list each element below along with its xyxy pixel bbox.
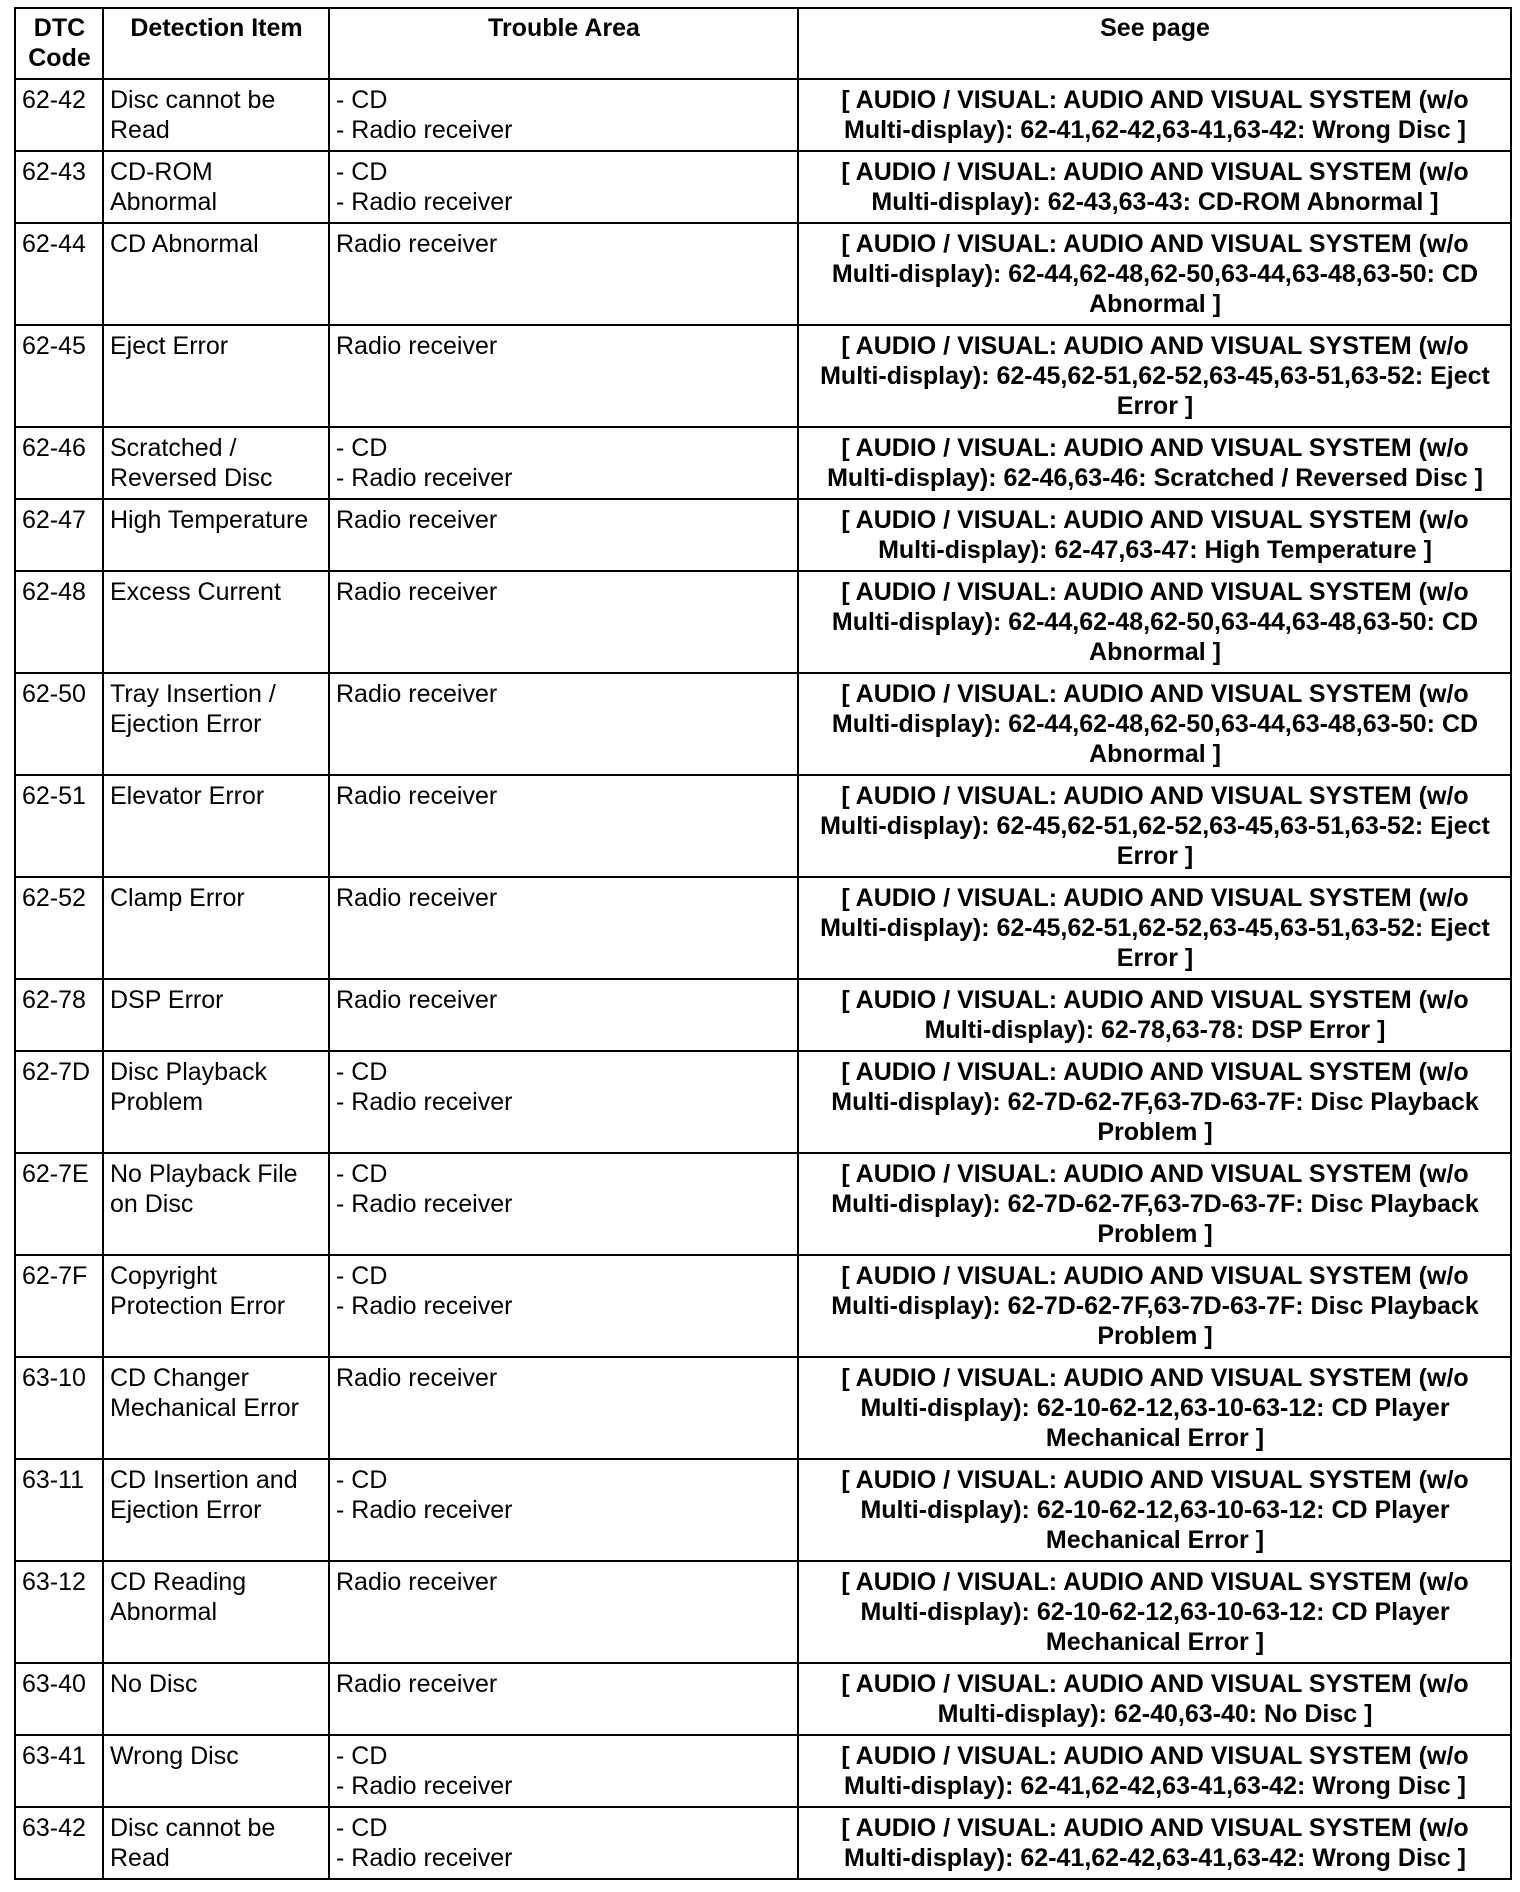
header-detection-item: Detection Item — [103, 8, 329, 79]
detection-item-cell: CD Reading Abnormal — [103, 1561, 329, 1663]
table-row — [15, 325, 1511, 427]
table-row — [15, 151, 1511, 223]
dtc-table — [14, 7, 1512, 1880]
table-row — [15, 775, 1511, 877]
see-page-cell: [ AUDIO / VISUAL: AUDIO AND VISUAL SYSTEM (w/o Multi-display): 62-7D-62-7F,63-7D-63-7F: Disc Playback Problem ] — [798, 1051, 1511, 1153]
trouble-area-cell: Radio receiver — [329, 499, 798, 571]
header-dtc-code: DTC Code — [15, 8, 103, 79]
table-row — [15, 1255, 1511, 1357]
dtc-code-cell: 62-50 — [15, 673, 103, 775]
table-row — [15, 427, 1511, 499]
table-body — [15, 79, 1511, 1879]
detection-item-cell: Tray Insertion / Ejection Error — [103, 673, 329, 775]
dtc-code-cell: 63-11 — [15, 1459, 103, 1561]
see-page-cell: [ AUDIO / VISUAL: AUDIO AND VISUAL SYSTEM (w/o Multi-display): 62-40,63-40: No Disc ] — [798, 1663, 1511, 1735]
see-page-cell: [ AUDIO / VISUAL: AUDIO AND VISUAL SYSTEM (w/o Multi-display): 62-7D-62-7F,63-7D-63-7F: Disc Playback Problem ] — [798, 1153, 1511, 1255]
detection-item-cell: High Temperature — [103, 499, 329, 571]
dtc-code-cell: 62-47 — [15, 499, 103, 571]
see-page-cell: [ AUDIO / VISUAL: AUDIO AND VISUAL SYSTEM (w/o Multi-display): 62-44,62-48,62-50,63-44,63-48,63-50: CD Abnormal ] — [798, 223, 1511, 325]
trouble-area-cell: - CD - Radio receiver — [329, 151, 798, 223]
trouble-area-cell: Radio receiver — [329, 1561, 798, 1663]
table-row — [15, 1051, 1511, 1153]
trouble-area-cell: Radio receiver — [329, 325, 798, 427]
trouble-area-cell: - CD - Radio receiver — [329, 1051, 798, 1153]
detection-item-cell: Disc Playback Problem — [103, 1051, 329, 1153]
detection-item-cell: Wrong Disc — [103, 1735, 329, 1807]
dtc-code-cell: 63-10 — [15, 1357, 103, 1459]
table-row — [15, 877, 1511, 979]
dtc-code-cell: 62-52 — [15, 877, 103, 979]
dtc-code-cell: 63-12 — [15, 1561, 103, 1663]
table-row — [15, 1561, 1511, 1663]
table-row — [15, 1735, 1511, 1807]
detection-item-cell: Copyright Protection Error — [103, 1255, 329, 1357]
see-page-cell: [ AUDIO / VISUAL: AUDIO AND VISUAL SYSTEM (w/o Multi-display): 62-46,63-46: Scratched / Reversed Disc ] — [798, 427, 1511, 499]
dtc-code-cell: 62-48 — [15, 571, 103, 673]
see-page-cell: [ AUDIO / VISUAL: AUDIO AND VISUAL SYSTEM (w/o Multi-display): 62-44,62-48,62-50,63-44,63-48,63-50: CD Abnormal ] — [798, 571, 1511, 673]
table-row — [15, 1807, 1511, 1879]
see-page-cell: [ AUDIO / VISUAL: AUDIO AND VISUAL SYSTEM (w/o Multi-display): 62-7D-62-7F,63-7D-63-7F: Disc Playback Problem ] — [798, 1255, 1511, 1357]
trouble-area-cell: - CD - Radio receiver — [329, 1735, 798, 1807]
detection-item-cell: Elevator Error — [103, 775, 329, 877]
dtc-code-cell: 63-41 — [15, 1735, 103, 1807]
table-row — [15, 1459, 1511, 1561]
trouble-area-cell: - CD - Radio receiver — [329, 1153, 798, 1255]
dtc-code-cell: 62-44 — [15, 223, 103, 325]
see-page-cell: [ AUDIO / VISUAL: AUDIO AND VISUAL SYSTEM (w/o Multi-display): 62-43,63-43: CD-ROM Abnormal ] — [798, 151, 1511, 223]
detection-item-cell: CD Insertion and Ejection Error — [103, 1459, 329, 1561]
trouble-area-cell: - CD - Radio receiver — [329, 79, 798, 151]
trouble-area-cell: - CD - Radio receiver — [329, 1459, 798, 1561]
see-page-cell: [ AUDIO / VISUAL: AUDIO AND VISUAL SYSTEM (w/o Multi-display): 62-45,62-51,62-52,63-45,63-51,63-52: Eject Error ] — [798, 775, 1511, 877]
see-page-cell: [ AUDIO / VISUAL: AUDIO AND VISUAL SYSTEM (w/o Multi-display): 62-78,63-78: DSP Error ] — [798, 979, 1511, 1051]
see-page-cell: [ AUDIO / VISUAL: AUDIO AND VISUAL SYSTEM (w/o Multi-display): 62-41,62-42,63-41,63-42: Wrong Disc ] — [798, 1735, 1511, 1807]
see-page-cell: [ AUDIO / VISUAL: AUDIO AND VISUAL SYSTEM (w/o Multi-display): 62-45,62-51,62-52,63-45,63-51,63-52: Eject Error ] — [798, 325, 1511, 427]
dtc-code-cell: 62-7E — [15, 1153, 103, 1255]
table-row — [15, 571, 1511, 673]
detection-item-cell: No Playback File on Disc — [103, 1153, 329, 1255]
trouble-area-cell: Radio receiver — [329, 775, 798, 877]
header-see-page: See page — [798, 8, 1511, 79]
see-page-cell: [ AUDIO / VISUAL: AUDIO AND VISUAL SYSTEM (w/o Multi-display): 62-10-62-12,63-10-63-12: CD Player Mechanical Error ] — [798, 1459, 1511, 1561]
dtc-code-cell: 62-7D — [15, 1051, 103, 1153]
dtc-code-cell: 63-42 — [15, 1807, 103, 1879]
detection-item-cell: Clamp Error — [103, 877, 329, 979]
table-row — [15, 223, 1511, 325]
detection-item-cell: Scratched / Reversed Disc — [103, 427, 329, 499]
detection-item-cell: Disc cannot be Read — [103, 1807, 329, 1879]
detection-item-cell: Excess Current — [103, 571, 329, 673]
see-page-cell: [ AUDIO / VISUAL: AUDIO AND VISUAL SYSTEM (w/o Multi-display): 62-47,63-47: High Temperature ] — [798, 499, 1511, 571]
table-row — [15, 79, 1511, 151]
trouble-area-cell: Radio receiver — [329, 1357, 798, 1459]
dtc-code-cell: 62-42 — [15, 79, 103, 151]
see-page-cell: [ AUDIO / VISUAL: AUDIO AND VISUAL SYSTEM (w/o Multi-display): 62-10-62-12,63-10-63-12: CD Player Mechanical Error ] — [798, 1561, 1511, 1663]
trouble-area-cell: Radio receiver — [329, 877, 798, 979]
header-trouble-area: Trouble Area — [329, 8, 798, 79]
trouble-area-cell: Radio receiver — [329, 979, 798, 1051]
see-page-cell: [ AUDIO / VISUAL: AUDIO AND VISUAL SYSTEM (w/o Multi-display): 62-10-62-12,63-10-63-12: CD Player Mechanical Error ] — [798, 1357, 1511, 1459]
dtc-code-cell: 62-78 — [15, 979, 103, 1051]
table-header-row — [15, 8, 1511, 79]
table-row — [15, 673, 1511, 775]
dtc-code-cell: 62-45 — [15, 325, 103, 427]
trouble-area-cell: - CD - Radio receiver — [329, 1807, 798, 1879]
see-page-cell: [ AUDIO / VISUAL: AUDIO AND VISUAL SYSTEM (w/o Multi-display): 62-45,62-51,62-52,63-45,63-51,63-52: Eject Error ] — [798, 877, 1511, 979]
trouble-area-cell: Radio receiver — [329, 223, 798, 325]
dtc-code-cell: 62-7F — [15, 1255, 103, 1357]
detection-item-cell: Eject Error — [103, 325, 329, 427]
dtc-code-cell: 62-51 — [15, 775, 103, 877]
see-page-cell: [ AUDIO / VISUAL: AUDIO AND VISUAL SYSTEM (w/o Multi-display): 62-41,62-42,63-41,63-42: Wrong Disc ] — [798, 1807, 1511, 1879]
detection-item-cell: DSP Error — [103, 979, 329, 1051]
trouble-area-cell: - CD - Radio receiver — [329, 1255, 798, 1357]
table-row — [15, 1153, 1511, 1255]
table-row — [15, 1663, 1511, 1735]
detection-item-cell: Disc cannot be Read — [103, 79, 329, 151]
see-page-cell: [ AUDIO / VISUAL: AUDIO AND VISUAL SYSTEM (w/o Multi-display): 62-44,62-48,62-50,63-44,63-48,63-50: CD Abnormal ] — [798, 673, 1511, 775]
detection-item-cell: CD-ROM Abnormal — [103, 151, 329, 223]
trouble-area-cell: - CD - Radio receiver — [329, 427, 798, 499]
table-row — [15, 1357, 1511, 1459]
see-page-cell: [ AUDIO / VISUAL: AUDIO AND VISUAL SYSTEM (w/o Multi-display): 62-41,62-42,63-41,63-42: Wrong Disc ] — [798, 79, 1511, 151]
dtc-code-cell: 62-46 — [15, 427, 103, 499]
table-row — [15, 499, 1511, 571]
trouble-area-cell: Radio receiver — [329, 571, 798, 673]
trouble-area-cell: Radio receiver — [329, 673, 798, 775]
detection-item-cell: No Disc — [103, 1663, 329, 1735]
dtc-code-cell: 62-43 — [15, 151, 103, 223]
trouble-area-cell: Radio receiver — [329, 1663, 798, 1735]
detection-item-cell: CD Changer Mechanical Error — [103, 1357, 329, 1459]
detection-item-cell: CD Abnormal — [103, 223, 329, 325]
table-row — [15, 979, 1511, 1051]
dtc-code-cell: 63-40 — [15, 1663, 103, 1735]
